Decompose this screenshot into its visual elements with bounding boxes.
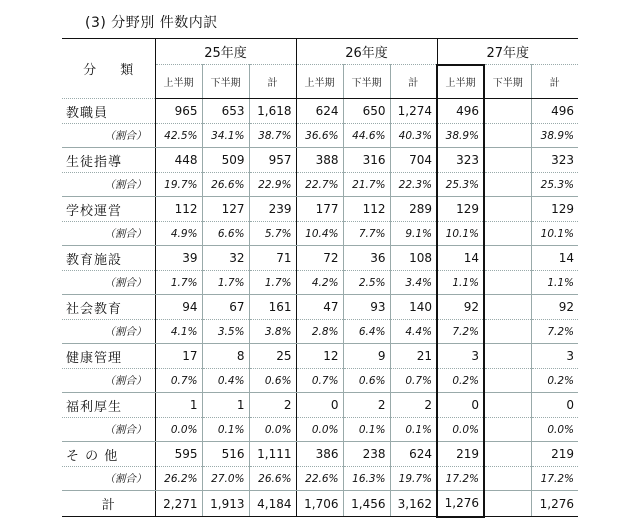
count-cell-27-total: 129	[531, 197, 578, 222]
ratio-cell-25-second-half: 0.1%	[202, 418, 249, 442]
count-cell-25-second-half: 8	[202, 344, 249, 369]
ratio-cell-27-first-half: 38.9%	[437, 124, 484, 148]
count-cell-26-first-half: 72	[296, 246, 343, 271]
ratio-cell-27-total: 0.0%	[531, 418, 578, 442]
count-cell-27-first-half: 496	[437, 99, 484, 124]
count-row	[62, 442, 578, 467]
ratio-cell-27-first-half: 25.3%	[437, 173, 484, 197]
ratio-cell-25-first-half: 19.7%	[155, 173, 202, 197]
period-header-total: 計	[249, 65, 296, 99]
category-column-header: 分 類	[62, 39, 155, 99]
count-cell-25-first-half: 112	[155, 197, 202, 222]
category-count-table	[62, 38, 578, 518]
ratio-cell-25-first-half: 4.1%	[155, 320, 202, 344]
count-cell-25-total: 957	[249, 148, 296, 173]
ratio-cell-26-second-half: 21.7%	[343, 173, 390, 197]
ratio-row	[62, 271, 578, 295]
ratio-cell-26-first-half: 10.4%	[296, 222, 343, 246]
ratio-cell-25-first-half: 42.5%	[155, 124, 202, 148]
total-row	[62, 491, 578, 517]
count-cell-26-first-half: 388	[296, 148, 343, 173]
ratio-cell-26-second-half: 0.1%	[343, 418, 390, 442]
count-cell-25-first-half: 448	[155, 148, 202, 173]
count-cell-25-total: 2	[249, 393, 296, 418]
count-cell-26-second-half: 9	[343, 344, 390, 369]
count-cell-26-second-half: 238	[343, 442, 390, 467]
count-cell-25-second-half: 67	[202, 295, 249, 320]
count-cell-27-total: 92	[531, 295, 578, 320]
period-header-first-half: 上半期	[296, 65, 343, 99]
count-cell-26-first-half: 47	[296, 295, 343, 320]
ratio-cell-25-total: 0.6%	[249, 369, 296, 393]
count-cell-25-second-half: 509	[202, 148, 249, 173]
ratio-row	[62, 467, 578, 491]
total-cell-25-second-half: 1,913	[202, 491, 249, 517]
category-label: 教職員	[62, 99, 155, 124]
ratio-cell-25-first-half: 0.0%	[155, 418, 202, 442]
count-cell-25-second-half: 653	[202, 99, 249, 124]
ratio-cell-26-second-half: 2.5%	[343, 271, 390, 295]
ratio-label: （割合）	[62, 320, 155, 344]
count-cell-25-first-half: 39	[155, 246, 202, 271]
count-cell-26-total: 108	[390, 246, 437, 271]
count-cell-25-second-half: 516	[202, 442, 249, 467]
ratio-cell-25-second-half: 1.7%	[202, 271, 249, 295]
count-cell-25-second-half: 32	[202, 246, 249, 271]
count-cell-27-second-half	[484, 393, 531, 418]
ratio-cell-26-first-half: 0.7%	[296, 369, 343, 393]
ratio-row	[62, 173, 578, 197]
ratio-cell-27-second-half	[484, 222, 531, 246]
period-header-first-half: 上半期	[437, 65, 484, 99]
page-title: (3) 分野別 件数内訳	[85, 15, 218, 31]
category-label: 福利厚生	[62, 393, 155, 418]
ratio-row	[62, 124, 578, 148]
total-label: 計	[62, 491, 155, 517]
count-cell-27-total: 14	[531, 246, 578, 271]
count-cell-26-total: 1,274	[390, 99, 437, 124]
count-cell-26-total: 21	[390, 344, 437, 369]
ratio-row	[62, 369, 578, 393]
total-cell-25-first-half: 2,271	[155, 491, 202, 517]
ratio-cell-27-second-half	[484, 173, 531, 197]
count-cell-26-second-half: 36	[343, 246, 390, 271]
period-header-second-half: 下半期	[343, 65, 390, 99]
ratio-cell-27-second-half	[484, 418, 531, 442]
ratio-label: （割合）	[62, 222, 155, 246]
count-cell-27-first-half: 323	[437, 148, 484, 173]
period-header-total: 計	[531, 65, 578, 99]
count-cell-27-second-half	[484, 442, 531, 467]
count-row	[62, 246, 578, 271]
ratio-cell-26-second-half: 16.3%	[343, 467, 390, 491]
count-cell-26-first-half: 177	[296, 197, 343, 222]
ratio-cell-26-total: 4.4%	[390, 320, 437, 344]
count-cell-25-first-half: 1	[155, 393, 202, 418]
ratio-label: （割合）	[62, 467, 155, 491]
table-body	[62, 99, 578, 517]
ratio-cell-25-second-half: 27.0%	[202, 467, 249, 491]
count-cell-27-second-half	[484, 344, 531, 369]
period-header-total: 計	[390, 65, 437, 99]
count-cell-27-second-half	[484, 295, 531, 320]
ratio-cell-26-second-half: 6.4%	[343, 320, 390, 344]
ratio-cell-27-total: 17.2%	[531, 467, 578, 491]
ratio-cell-26-second-half: 44.6%	[343, 124, 390, 148]
total-cell-25-total: 4,184	[249, 491, 296, 517]
year-header-26: 26年度	[296, 39, 437, 65]
ratio-cell-25-second-half: 26.6%	[202, 173, 249, 197]
ratio-cell-25-total: 38.7%	[249, 124, 296, 148]
count-cell-26-second-half: 112	[343, 197, 390, 222]
ratio-cell-25-total: 26.6%	[249, 467, 296, 491]
ratio-cell-25-second-half: 6.6%	[202, 222, 249, 246]
count-cell-27-first-half: 219	[437, 442, 484, 467]
count-cell-27-second-half	[484, 99, 531, 124]
count-cell-25-total: 71	[249, 246, 296, 271]
count-cell-26-second-half: 316	[343, 148, 390, 173]
ratio-label: （割合）	[62, 271, 155, 295]
count-cell-26-total: 140	[390, 295, 437, 320]
count-cell-25-first-half: 595	[155, 442, 202, 467]
ratio-cell-27-first-half: 0.2%	[437, 369, 484, 393]
count-cell-26-second-half: 93	[343, 295, 390, 320]
count-cell-25-total: 25	[249, 344, 296, 369]
category-label: 社会教育	[62, 295, 155, 320]
count-row	[62, 197, 578, 222]
count-cell-25-first-half: 965	[155, 99, 202, 124]
ratio-cell-26-total: 0.7%	[390, 369, 437, 393]
ratio-cell-25-total: 22.9%	[249, 173, 296, 197]
count-cell-25-total: 239	[249, 197, 296, 222]
year-header-25: 25年度	[155, 39, 296, 65]
ratio-cell-25-second-half: 3.5%	[202, 320, 249, 344]
ratio-cell-27-total: 1.1%	[531, 271, 578, 295]
count-cell-26-second-half: 2	[343, 393, 390, 418]
total-cell-26-total: 3,162	[390, 491, 437, 517]
count-cell-25-second-half: 1	[202, 393, 249, 418]
ratio-cell-25-total: 3.8%	[249, 320, 296, 344]
ratio-cell-27-second-half	[484, 124, 531, 148]
ratio-cell-26-second-half: 7.7%	[343, 222, 390, 246]
ratio-row	[62, 418, 578, 442]
total-cell-26-first-half: 1,706	[296, 491, 343, 517]
ratio-cell-27-first-half: 17.2%	[437, 467, 484, 491]
ratio-cell-25-total: 0.0%	[249, 418, 296, 442]
ratio-cell-27-total: 25.3%	[531, 173, 578, 197]
count-cell-27-total: 3	[531, 344, 578, 369]
ratio-row	[62, 222, 578, 246]
total-cell-27-first-half: 1,276	[437, 491, 484, 517]
count-cell-26-total: 704	[390, 148, 437, 173]
ratio-cell-25-first-half: 4.9%	[155, 222, 202, 246]
category-label: 教育施設	[62, 246, 155, 271]
ratio-cell-27-total: 38.9%	[531, 124, 578, 148]
count-cell-25-total: 1,111	[249, 442, 296, 467]
ratio-cell-27-first-half: 0.0%	[437, 418, 484, 442]
count-cell-27-second-half	[484, 148, 531, 173]
total-cell-26-second-half: 1,456	[343, 491, 390, 517]
ratio-cell-26-total: 9.1%	[390, 222, 437, 246]
ratio-cell-26-first-half: 4.2%	[296, 271, 343, 295]
ratio-cell-27-second-half	[484, 467, 531, 491]
count-cell-25-total: 161	[249, 295, 296, 320]
ratio-label: （割合）	[62, 124, 155, 148]
ratio-cell-27-second-half	[484, 271, 531, 295]
ratio-row	[62, 320, 578, 344]
ratio-label: （割合）	[62, 173, 155, 197]
ratio-cell-25-total: 5.7%	[249, 222, 296, 246]
ratio-cell-27-first-half: 7.2%	[437, 320, 484, 344]
count-cell-25-first-half: 94	[155, 295, 202, 320]
count-cell-27-first-half: 129	[437, 197, 484, 222]
ratio-cell-27-first-half: 1.1%	[437, 271, 484, 295]
count-cell-26-first-half: 12	[296, 344, 343, 369]
count-cell-27-total: 323	[531, 148, 578, 173]
count-cell-26-total: 289	[390, 197, 437, 222]
category-label: そ の 他	[62, 442, 155, 467]
period-header-first-half: 上半期	[155, 65, 202, 99]
ratio-label: （割合）	[62, 418, 155, 442]
count-cell-27-first-half: 14	[437, 246, 484, 271]
ratio-cell-25-second-half: 0.4%	[202, 369, 249, 393]
ratio-cell-27-total: 7.2%	[531, 320, 578, 344]
ratio-cell-26-total: 3.4%	[390, 271, 437, 295]
year-header-row	[62, 39, 578, 65]
ratio-cell-25-first-half: 0.7%	[155, 369, 202, 393]
count-cell-26-first-half: 624	[296, 99, 343, 124]
period-header-second-half: 下半期	[484, 65, 531, 99]
count-cell-27-first-half: 92	[437, 295, 484, 320]
ratio-cell-26-first-half: 22.6%	[296, 467, 343, 491]
count-cell-26-total: 624	[390, 442, 437, 467]
ratio-cell-27-total: 0.2%	[531, 369, 578, 393]
total-cell-27-total: 1,276	[531, 491, 578, 517]
count-cell-27-first-half: 0	[437, 393, 484, 418]
count-cell-27-total: 496	[531, 99, 578, 124]
ratio-cell-26-second-half: 0.6%	[343, 369, 390, 393]
count-cell-26-first-half: 386	[296, 442, 343, 467]
category-label: 学校運営	[62, 197, 155, 222]
ratio-cell-25-second-half: 34.1%	[202, 124, 249, 148]
count-cell-27-total: 219	[531, 442, 578, 467]
ratio-cell-27-total: 10.1%	[531, 222, 578, 246]
count-row	[62, 99, 578, 124]
ratio-cell-26-total: 22.3%	[390, 173, 437, 197]
count-row	[62, 393, 578, 418]
ratio-cell-25-first-half: 1.7%	[155, 271, 202, 295]
ratio-cell-27-second-half	[484, 369, 531, 393]
total-cell-27-second-half	[484, 491, 531, 517]
ratio-cell-26-total: 0.1%	[390, 418, 437, 442]
ratio-cell-26-first-half: 36.6%	[296, 124, 343, 148]
count-cell-27-second-half	[484, 197, 531, 222]
count-row	[62, 344, 578, 369]
ratio-cell-27-second-half	[484, 320, 531, 344]
ratio-label: （割合）	[62, 369, 155, 393]
ratio-cell-27-first-half: 10.1%	[437, 222, 484, 246]
ratio-cell-26-first-half: 22.7%	[296, 173, 343, 197]
period-header-second-half: 下半期	[202, 65, 249, 99]
ratio-cell-25-first-half: 26.2%	[155, 467, 202, 491]
count-row	[62, 295, 578, 320]
count-cell-26-total: 2	[390, 393, 437, 418]
ratio-cell-26-total: 19.7%	[390, 467, 437, 491]
ratio-cell-26-first-half: 2.8%	[296, 320, 343, 344]
ratio-cell-25-total: 1.7%	[249, 271, 296, 295]
category-label: 健康管理	[62, 344, 155, 369]
count-cell-27-first-half: 3	[437, 344, 484, 369]
year-header-27: 27年度	[437, 39, 578, 65]
count-row	[62, 148, 578, 173]
count-cell-27-second-half	[484, 246, 531, 271]
count-cell-26-second-half: 650	[343, 99, 390, 124]
count-cell-25-total: 1,618	[249, 99, 296, 124]
category-label: 生徒指導	[62, 148, 155, 173]
count-cell-25-second-half: 127	[202, 197, 249, 222]
ratio-cell-26-first-half: 0.0%	[296, 418, 343, 442]
ratio-cell-26-total: 40.3%	[390, 124, 437, 148]
count-cell-27-total: 0	[531, 393, 578, 418]
count-cell-26-first-half: 0	[296, 393, 343, 418]
count-cell-25-first-half: 17	[155, 344, 202, 369]
